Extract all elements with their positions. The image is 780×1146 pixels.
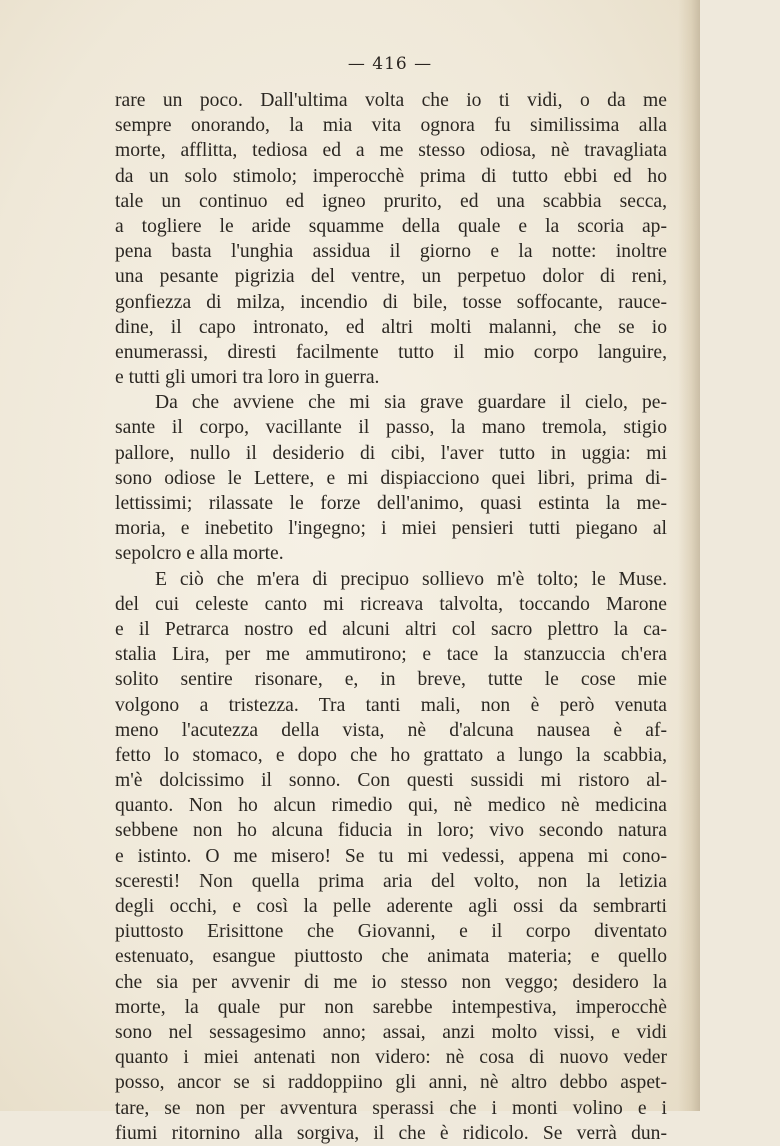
text-line: sono nel sessagesimo anno; assai, anzi molto vissi, e vidi — [115, 1021, 667, 1043]
text-line: e istinto. O me misero! Se tu mi vedessi, appena mi cono- — [115, 845, 667, 867]
text-line: enumerassi, diresti facilmente tutto il mio corpo languire, — [115, 341, 667, 363]
paragraph-3 — [115, 567, 667, 1146]
text-line: che sia per avvenir di me io stesso non veggo; desidero la — [115, 971, 667, 993]
text-line: moria, e inebetito l'ingegno; i miei pensieri tutti piegano al — [115, 518, 667, 540]
text-line: meno l'acutezza della vista, nè d'alcuna nausea è af- — [115, 719, 667, 741]
text-line: morte, la quale pur non sarebbe intempestiva, imperocchè — [115, 996, 667, 1018]
text-line: posso, ancor se si raddoppiino gli anni, nè altro debbo aspet- — [115, 1072, 667, 1094]
text-line: stalia Lira, per me ammutirono; e tace la stanzuccia ch'era — [115, 644, 667, 666]
paragraph-1 — [115, 88, 667, 390]
text-line: quanto. Non ho alcun rimedio qui, nè medico nè medicina — [115, 795, 667, 817]
text-line: piuttosto Erisittone che Giovanni, e il corpo diventato — [115, 921, 667, 943]
text-line: fiumi ritornino alla sorgiva, il che è ridicolo. Se verrà dun- — [115, 1122, 667, 1144]
text-line: a togliere le aride squamme della quale e la scoria ap- — [115, 215, 667, 237]
text-line: E ciò che m'era di precipuo sollievo m'è tolto; le Muse. — [155, 568, 667, 590]
text-line: pena basta l'unghia assidua il giorno e la notte: inoltre — [115, 241, 667, 263]
text-line: fetto lo stomaco, e dopo che ho grattato a lungo la scabbia, — [115, 744, 667, 766]
text-line: sante il corpo, vacillante il passo, la mano tremola, stigio — [115, 417, 667, 439]
text-line: m'è dolcissimo il sonno. Con questi sussidi mi ristoro al- — [115, 770, 667, 792]
text-line: una pesante pigrizia del ventre, un perpetuo dolor di reni, — [115, 266, 667, 288]
paragraph-2 — [115, 390, 667, 566]
body-text — [115, 88, 667, 1146]
text-line: estenuato, esangue piuttosto che animata materia; e quello — [115, 946, 667, 968]
text-line: sempre onorando, la mia vita ognora fu similissima alla — [115, 115, 667, 137]
page-edge-shadow — [678, 0, 700, 1111]
text-line: e tutti gli umori tra loro in guerra. — [115, 367, 380, 389]
text-line: rare un poco. Dall'ultima volta che io ti vidi, o da me — [115, 90, 667, 111]
text-line: quanto i miei antenati non videro: nè cosa di nuovo veder — [115, 1047, 667, 1069]
text-line: del cui celeste canto mi ricreava talvolta, toccando Marone — [115, 593, 667, 615]
page-number: — 416 — — [347, 54, 433, 74]
text-line: degli occhi, e così la pelle aderente agli ossi da sembrarti — [115, 896, 667, 917]
text-line: morte, afflitta, tediosa ed a me stesso odiosa, nè travagliata — [115, 140, 667, 162]
text-line: lettissimi; rilassate le forze dell'animo, quasi estinta la me- — [115, 493, 667, 514]
text-line: e il Petrarca nostro ed alcuni altri col sacro plettro la ca- — [115, 618, 667, 640]
text-line: tare, se non per avventura sperassi che i monti volino e i — [115, 1097, 667, 1119]
text-line: tale un continuo ed igneo prurito, ed una scabbia secca, — [115, 190, 667, 212]
text-line: sono odiose le Lettere, e mi dispiacciono quei libri, prima di- — [115, 467, 667, 489]
text-line: pallore, nullo il desiderio di cibi, l'aver tutto in uggia: mi — [115, 442, 667, 464]
text-line: dine, il capo intronato, ed altri molti malanni, che se io — [115, 316, 667, 338]
text-line: solito sentire risonare, e, in breve, tutte le cose mie — [115, 669, 667, 691]
text-line: Da che avviene che mi sia grave guardare il cielo, pe- — [155, 392, 667, 414]
text-line: sceresti! Non quella prima aria del volto, non la letizia — [115, 870, 667, 892]
text-line: da un solo stimolo; imperocchè prima di tutto ebbi ed ho — [115, 165, 667, 187]
text-line: gonfiezza di milza, incendio di bile, tosse soffocante, rauce- — [115, 291, 667, 313]
text-line: volgono a tristezza. Tra tanti mali, non è però venuta — [115, 694, 667, 716]
text-line: sebbene non ho alcuna fiducia in loro; vivo secondo natura — [115, 820, 667, 842]
text-line: sepolcro e alla morte. — [115, 543, 284, 565]
